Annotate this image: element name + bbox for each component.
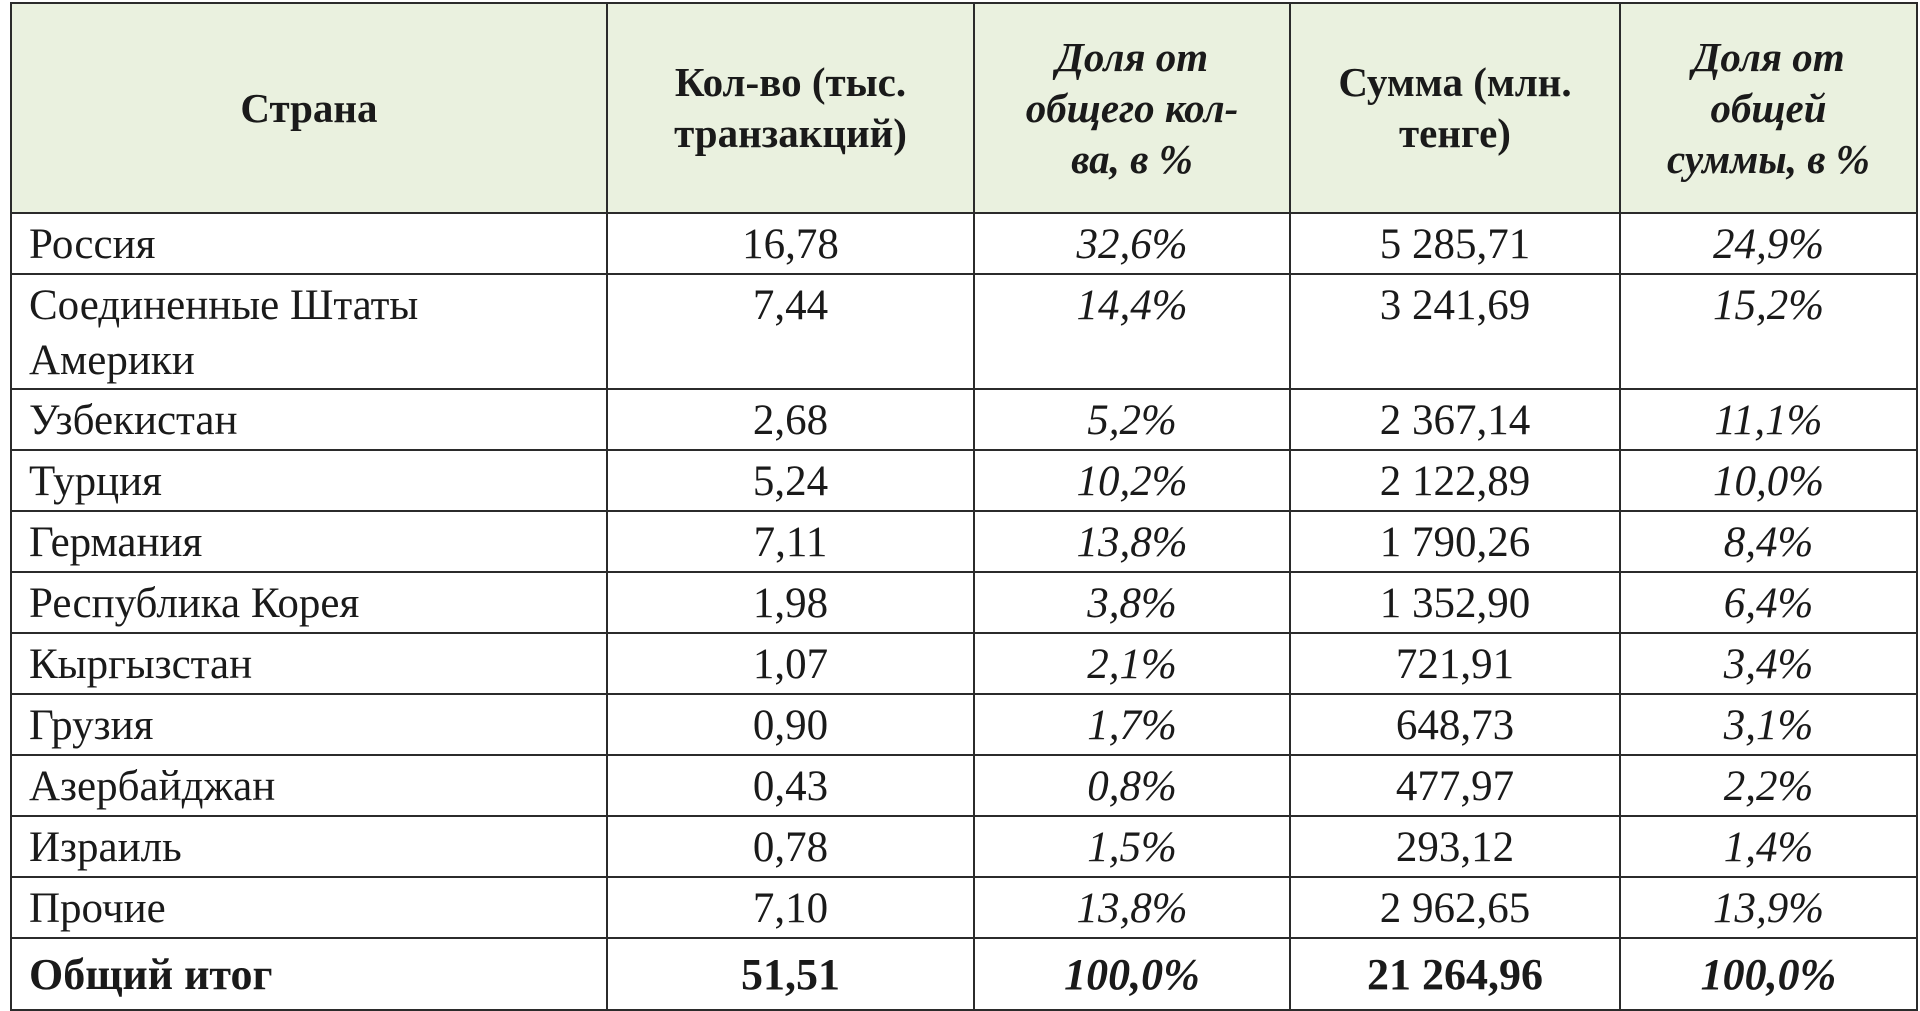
cell-count-share: 1,5% bbox=[974, 816, 1290, 877]
header-count: Кол-во (тыс. транзакций) bbox=[607, 3, 974, 213]
cell-count-share: 13,8% bbox=[974, 511, 1290, 572]
cell-amount: 721,91 bbox=[1290, 633, 1620, 694]
cell-amount: 648,73 bbox=[1290, 694, 1620, 755]
cell-amount-share: 2,2% bbox=[1620, 755, 1917, 816]
cell-count-share: 1,7% bbox=[974, 694, 1290, 755]
cell-count-share: 0,8% bbox=[974, 755, 1290, 816]
cell-country: Турция bbox=[11, 450, 607, 511]
header-amount-share: Доля от общей суммы, в % bbox=[1620, 3, 1917, 213]
table-row bbox=[11, 511, 1917, 572]
cell-count-share: 10,2% bbox=[974, 450, 1290, 511]
cell-amount-share: 11,1% bbox=[1620, 389, 1917, 450]
cell-count: 0,78 bbox=[607, 816, 974, 877]
cell-amount: 2 367,14 bbox=[1290, 389, 1620, 450]
table-row bbox=[11, 213, 1917, 274]
cell-amount: 2 122,89 bbox=[1290, 450, 1620, 511]
table-row bbox=[11, 816, 1917, 877]
cell-amount: 477,97 bbox=[1290, 755, 1620, 816]
cell-count: 1,07 bbox=[607, 633, 974, 694]
cell-country: Россия bbox=[11, 213, 607, 274]
total-amount-share: 100,0% bbox=[1620, 938, 1917, 1010]
table-row bbox=[11, 755, 1917, 816]
cell-amount-share: 3,1% bbox=[1620, 694, 1917, 755]
cell-amount: 5 285,71 bbox=[1290, 213, 1620, 274]
table-row bbox=[11, 274, 1917, 389]
cell-amount-share: 8,4% bbox=[1620, 511, 1917, 572]
cell-country: Германия bbox=[11, 511, 607, 572]
cell-country: Узбекистан bbox=[11, 389, 607, 450]
total-row bbox=[11, 938, 1917, 1010]
cell-country: Республика Корея bbox=[11, 572, 607, 633]
cell-country: Прочие bbox=[11, 877, 607, 938]
cell-count-share: 5,2% bbox=[974, 389, 1290, 450]
table-row bbox=[11, 877, 1917, 938]
table-row bbox=[11, 572, 1917, 633]
total-count-share: 100,0% bbox=[974, 938, 1290, 1010]
cell-amount: 2 962,65 bbox=[1290, 877, 1620, 938]
cell-country: Соединенные Штаты Америки bbox=[11, 274, 607, 389]
total-amount: 21 264,96 bbox=[1290, 938, 1620, 1010]
table-header bbox=[11, 3, 1917, 213]
header-row bbox=[11, 3, 1917, 213]
cell-amount-share: 15,2% bbox=[1620, 274, 1917, 389]
cell-amount-share: 6,4% bbox=[1620, 572, 1917, 633]
cell-count: 16,78 bbox=[607, 213, 974, 274]
cell-count-share: 3,8% bbox=[974, 572, 1290, 633]
cell-count-share: 2,1% bbox=[974, 633, 1290, 694]
cell-country: Грузия bbox=[11, 694, 607, 755]
cell-country: Израиль bbox=[11, 816, 607, 877]
cell-amount-share: 13,9% bbox=[1620, 877, 1917, 938]
header-country: Страна bbox=[11, 3, 607, 213]
cell-country: Кыргызстан bbox=[11, 633, 607, 694]
table-body bbox=[11, 213, 1917, 1010]
cell-count: 5,24 bbox=[607, 450, 974, 511]
cell-amount: 1 352,90 bbox=[1290, 572, 1620, 633]
table-row bbox=[11, 633, 1917, 694]
cell-amount: 3 241,69 bbox=[1290, 274, 1620, 389]
cell-count-share: 32,6% bbox=[974, 213, 1290, 274]
total-count: 51,51 bbox=[607, 938, 974, 1010]
cell-count: 7,10 bbox=[607, 877, 974, 938]
cell-amount-share: 24,9% bbox=[1620, 213, 1917, 274]
cell-count-share: 13,8% bbox=[974, 877, 1290, 938]
cell-amount-share: 1,4% bbox=[1620, 816, 1917, 877]
cell-count: 2,68 bbox=[607, 389, 974, 450]
cell-count: 7,11 bbox=[607, 511, 974, 572]
cell-amount: 293,12 bbox=[1290, 816, 1620, 877]
table-row bbox=[11, 389, 1917, 450]
cell-count-share: 14,4% bbox=[974, 274, 1290, 389]
cell-count: 0,90 bbox=[607, 694, 974, 755]
table-row bbox=[11, 694, 1917, 755]
transactions-by-country-table-container bbox=[10, 2, 1916, 1011]
transactions-by-country-table bbox=[10, 2, 1918, 1011]
cell-amount: 1 790,26 bbox=[1290, 511, 1620, 572]
cell-count: 1,98 bbox=[607, 572, 974, 633]
cell-amount-share: 3,4% bbox=[1620, 633, 1917, 694]
header-count-share: Доля от общего кол-ва, в % bbox=[974, 3, 1290, 213]
cell-count: 7,44 bbox=[607, 274, 974, 389]
cell-country: Азербайджан bbox=[11, 755, 607, 816]
header-amount: Сумма (млн. тенге) bbox=[1290, 3, 1620, 213]
cell-count: 0,43 bbox=[607, 755, 974, 816]
total-label: Общий итог bbox=[11, 938, 607, 1010]
cell-amount-share: 10,0% bbox=[1620, 450, 1917, 511]
table-row bbox=[11, 450, 1917, 511]
